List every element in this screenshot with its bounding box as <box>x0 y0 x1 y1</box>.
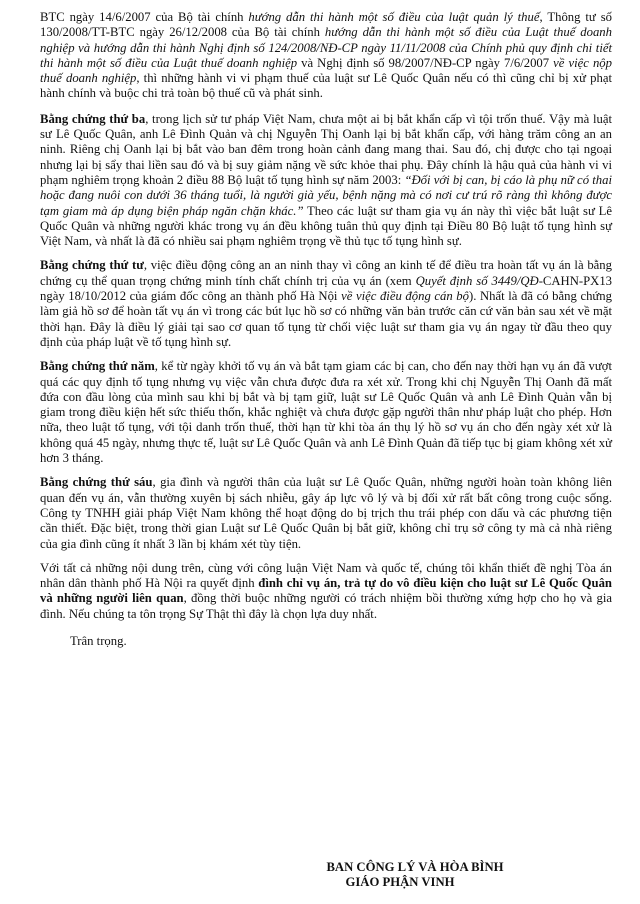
letter-body <box>40 10 612 649</box>
italic-text: về việc nộp thuế doanh nghiệp <box>40 55 612 86</box>
signature-organization: BAN CÔNG LÝ VÀ HÒA BÌNH <box>326 860 504 874</box>
text-span: , Thông tư số 130/2008/TT-BTC ngày 26/12/2008 của Bộ tài chính <box>40 10 612 40</box>
bold-demand: đình chỉ vụ án, trả tự do vô điều kiện cho luật sư Lê Quốc Quân và những người liên quan <box>40 576 612 606</box>
text-span: , gia đình và người thân của luật sư Lê Quốc Quân, những người hoàn toàn không liên quan đến vụ án, vẫn thường xuyên bị sách nhiễu, gây áp lực vô lý và bị đối xử rất bất công trong cuộc sống. Công ty TNHH giải pháp Việt Nam không thể hoạt động do bị trịch thu trái phép con dấu và các phương tiện cần thiết. Đặc biệt, trong thời gian Luật sư Lê Quốc Quân bị bắt giữ, không chỉ trụ sở công ty mà cả nhà riêng của gia đình cũng ít nhất 3 lần bị khám xét tùy tiện. <box>40 475 612 551</box>
paragraph-tax-regulations <box>40 10 612 102</box>
signature-diocese: GIÁO PHẬN VINH <box>345 875 455 889</box>
text-span: Theo các luật sư tham gia vụ án này thì việc bắt luật sư Lê Quốc Quân và những người khác trong vụ án đều không tuân thủ quy định tại Điều 80 Bộ luật tố tụng hình sự Việt Nam, và nhất là đã có nhiều sai phạm nghiêm trọng về thủ tục tố tụng hình sự. <box>40 203 612 249</box>
text-span: và Nghị định số 98/2007/NĐ-CP ngày 7/6/2007 <box>297 55 554 70</box>
evidence-heading: Bằng chứng thứ năm <box>40 359 155 374</box>
text-span: -CAHN-PX13 ngày 18/10/2012 của giám đốc công an thành phố Hà Nội <box>40 273 613 304</box>
evidence-heading: Bằng chứng thứ sáu <box>40 475 153 490</box>
text-span: BTC ngày 14/6/2007 của Bộ tài chính <box>40 10 249 24</box>
text-span: ). Nhất là đã có bằng chứng làm giả hồ sơ để hoàn tất vụ án vì trong các bút lục hồ sơ có những văn bản trước căn cứ văn bản sau xét về mặt thời hạn. Đây là điều lý giải tại sao cơ quan tố tụng từ chối việc luật sư tham gia vụ án ngay từ đầu theo quy định của pháp luật về tố tụng hình sự. <box>40 289 612 349</box>
paragraph-evidence-four <box>40 258 612 350</box>
italic-text: hướng dẫn thi hành một số điều của luật quản lý thuế <box>248 10 540 24</box>
text-span: , trong lịch sử tư pháp Việt Nam, chưa một ai bị bắt khẩn cấp vì tội trốn thuế. Vậy mà luật sư Lê Quốc Quân, anh Lê Đình Quản và chị Nguyễn Thị Oanh lại bị bắt khẩn cấp, với hàng trăm công an an ninh. Riêng chị Oanh lại bị bắt vào ban đêm trong hoàn cảnh đang mang thai. Sau đó, chị được cho tại ngoại nhưng lại bị sẩy thai liền sau đó và bị suy giảm nặng về sức khỏe thai phụ. Đây chính là hậu quả của hành vi vi phạm nghiêm trọng khoản 2 điều 88 Bộ luật tố tụng hình sự năm 2003: <box>40 111 612 187</box>
paragraph-evidence-five <box>40 359 612 466</box>
italic-text: Quyết định số 3449/QĐ <box>415 273 539 288</box>
text-span: , kể từ ngày khởi tố vụ án và bắt tạm giam các bị can, cho đến nay thời hạn vụ án đã vượt quá các quy định tố tụng nhưng vụ việc vẫn chưa được đưa ra xét xử. Trong khi chị Nguyễn Thị Oanh đã mất đứa con đầu lòng của mình sau khi bị bắt và bị tạm giữ, luật sư Lê Quốc Quân và anh Lê Đình Quản vẫn bị giam trong điều kiện hết sức thiếu thốn, khắc nghiệt và chưa được gặp người thân như pháp luật cho phép. Hơn nữa, theo luật tố tụng, với tội danh trốn thuế, thời hạn từ khi tòa án thụ lý hồ sơ vụ án cho đến ngày xét xử là không quá 45 ngày, nhưng thực tế, luật sư Lê Quốc Quân và anh Lê Đình Quản đã tiếp tục bị giam không xét xử hơn 3 tháng. <box>40 359 612 466</box>
paragraph-evidence-six <box>40 475 612 551</box>
legal-quote: “Đối với bị can, bị cáo là phụ nữ có thai hoặc đang nuôi con dưới 36 tháng tuổi, là người già yếu, bệnh nặng mà có nơi cư trú rõ ràng thì không được tạm giam mà áp dụng biện pháp ngăn chặn khác.” <box>40 172 612 218</box>
text-span: , đồng thời buộc những người có trách nhiệm bồi thường xứng hợp cho họ và gia đình. Nếu chúng ta tôn trọng Sự Thật thì đây là chọn lựa duy nhất. <box>40 591 612 621</box>
text-span: Với tất cả những nội dung trên, cùng với công luận Việt Nam và quốc tế, chúng tôi khẩn thiết đề nghị Tòa án nhân dân thành phố Hà Nội ra quyết định <box>40 560 612 591</box>
text-span: , thì những hành vi vi phạm thuế của luật sư Lê Quốc Quân nếu có thì cũng chỉ bị xử phạt hành chính và buộc chi trả toàn bộ thuế cũ và phát sinh. <box>40 71 612 101</box>
italic-underlined-text: về việc điều động cán bộ <box>341 289 469 304</box>
italic-text: hướng dẫn thi hành một số điều của Luật thuế doanh nghiệp và hướng dẫn thi hành Nghị định số 124/2008/NĐ-CP ngày 11/11/2008 của Chính phủ quy định chi tiết thi hành một số điều của Luật thuế doanh nghiệp <box>40 25 612 70</box>
evidence-heading: Bằng chứng thứ tư <box>40 258 144 273</box>
evidence-heading: Bằng chứng thứ ba <box>40 111 146 126</box>
paragraph-evidence-three <box>40 112 612 250</box>
paragraph-request <box>40 561 612 622</box>
closing-salutation: Trân trọng. <box>70 633 127 648</box>
signature-block <box>0 860 640 890</box>
text-span: , việc điều động công an an ninh thay vì công an kinh tế để điều tra hoàn tất vụ án là bằng chứng cụ thể quan trọng chứng minh tính chất chính trị của vụ án (xem <box>40 258 612 288</box>
